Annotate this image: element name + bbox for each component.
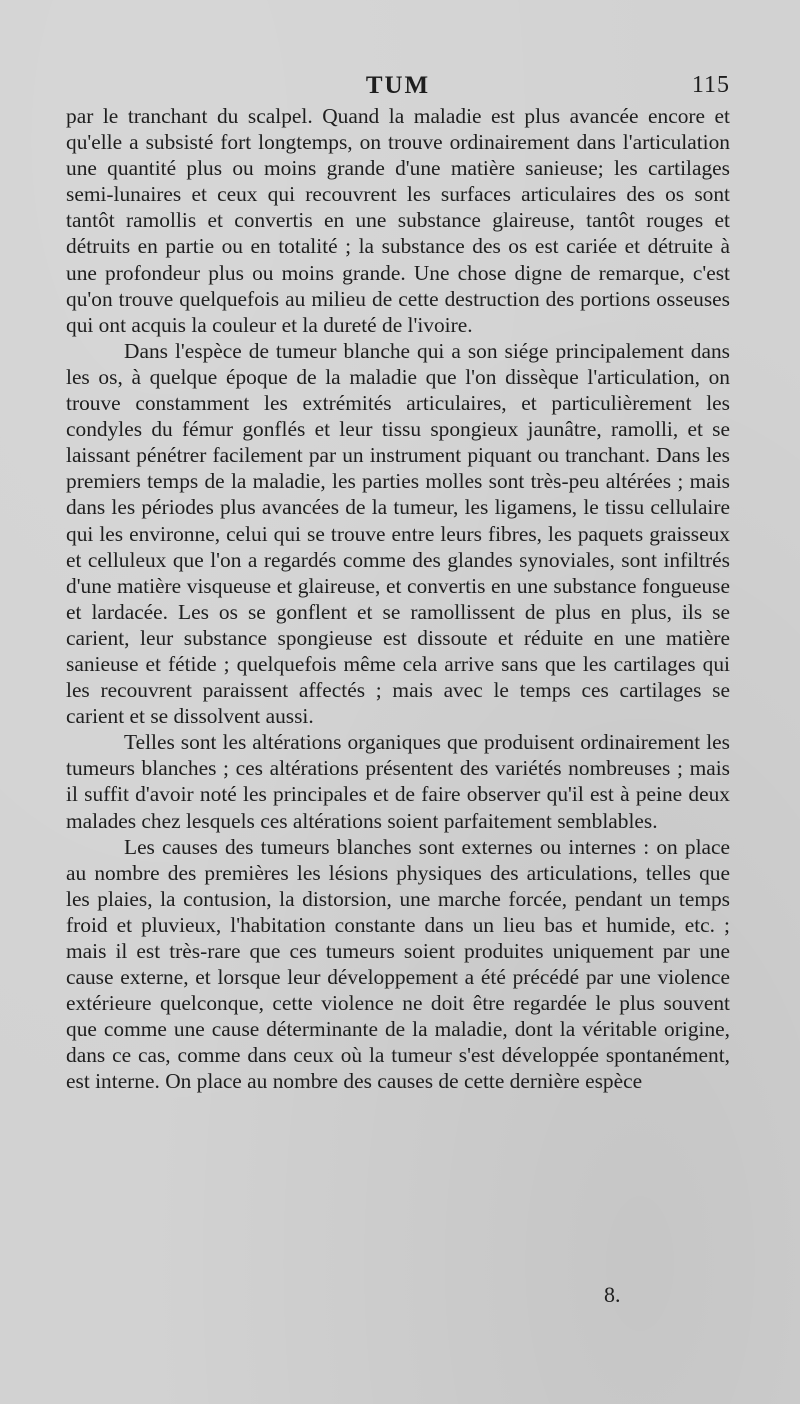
paragraph-1: par le tranchant du scalpel. Quand la maladie est plus avancée encore et qu'elle a subsisté fort longtemps, on trouve ordinairement dans l'articulation une quantité plus ou moins grande d'une matière sanieuse; les cartilages semi-lunaires et ceux qui recouvrent les surfaces articulaires des os sont tantôt ramollis et convertis en une substance glaireuse, tantôt rouges et détruits en partie ou en totalité ; la substance des os est cariée et détruite à une profondeur plus ou moins grande. Une chose digne de remarque, c'est qu'on trouve quelquefois au milieu de cette destruction des portions osseuses qui ont acquis la couleur et la dureté de l'ivoire. xyxy=(66,104,730,337)
paragraph-3: Telles sont les altérations organiques que produisent ordinairement les tumeurs blanches ; ces altérations présentent des variétés nombreuses ; mais il suffit d'avoir noté les principales et de faire observer qu'il est à peine deux malades chez lesquels ces altérations soient parfaitement semblables. xyxy=(66,730,730,833)
page-header xyxy=(66,72,730,104)
running-head: TUM xyxy=(365,72,431,99)
page-number: 115 xyxy=(691,72,730,98)
paragraph-2: Dans l'espèce de tumeur blanche qui a son siége principalement dans les os, à quelque époque de la maladie que l'on dissèque l'articulation, on trouve constamment les extrémités articulaires, et particulièrement les condyles du fémur gonflés et leur tissu spongieux jaunâtre, ramolli, et se laissant pénétrer facilement par un instrument piquant ou tranchant. Dans les premiers temps de la maladie, les parties molles sont très-peu altérées ; mais dans les périodes plus avancées de la tumeur, les ligamens, le tissu cellulaire qui les environne, celui qui se trouve entre leurs fibres, les paquets graisseux et celluleux que l'on a regardés comme des glandes synoviales, sont infiltrés d'une matière visqueuse et glaireuse, et convertis en une substance fongueuse et lardacée. Les os se gonflent et se ramollissent de plus en plus, ils se carient, leur substance spongieuse est dissoute et réduite en une matière sanieuse et fétide ; quelquefois même cela arrive sans que les cartilages qui les recouvrent paraissent affectés ; mais avec le temps ces cartilages se carient et se dissolvent aussi. xyxy=(66,338,730,729)
paragraph-4: Les causes des tumeurs blanches sont externes ou internes : on place au nombre des premières les lésions physiques des articulations, telles que les plaies, la contusion, la distorsion, une marche forcée, pendant un temps froid et pluvieux, l'habitation constante dans un lieu bas et humide, etc. ; mais il est très-rare que ces tumeurs soient produites uniquement par une cause externe, et lorsque leur développement a été précédé par une violence extérieure quelconque, cette violence ne doit être regardée le plus souvent que comme une cause déterminante de la maladie, dont la véritable origine, dans ce cas, comme dans ceux où la tumeur s'est développée spontanément, est interne. On place au nombre des causes de cette dernière espèce xyxy=(66,834,730,1094)
signature-mark: 8. xyxy=(604,1282,621,1307)
body-text xyxy=(66,103,730,1095)
